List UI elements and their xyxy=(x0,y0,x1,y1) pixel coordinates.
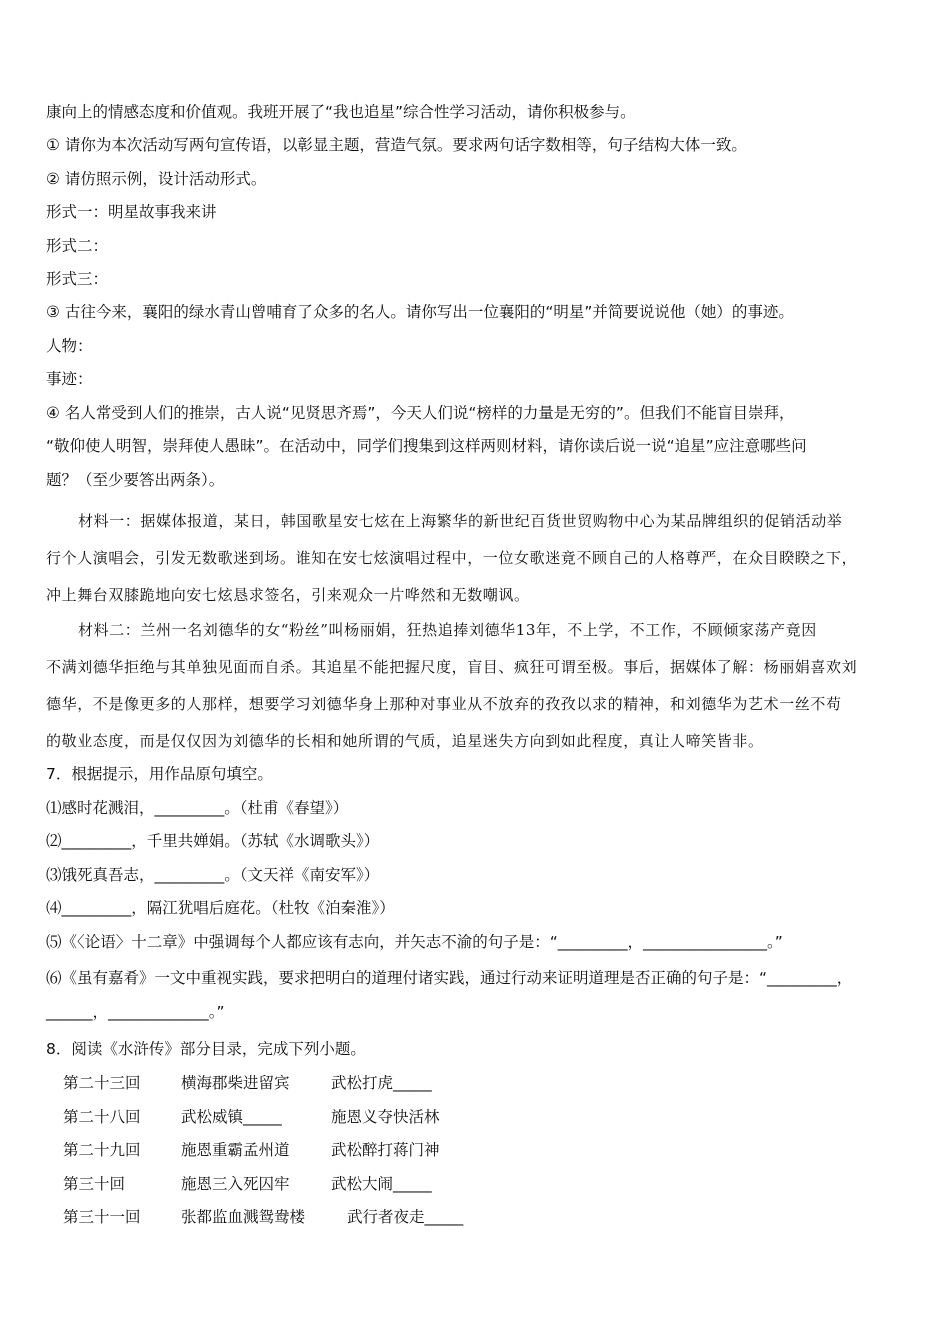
toc-title-second: 武松打虎_____ xyxy=(331,1074,432,1092)
toc-title-first: 施恩重霸孟州道 xyxy=(181,1141,290,1159)
q7-item-4: ⑷_________，隔江犹唱后庭花。（杜牧《泊秦淮》） xyxy=(46,899,395,917)
material-2-line-4: 的敬业态度，而是仅仅因为刘德华的长相和她所谓的气质，追星迷失方向到如此程度，真让人啼笑皆非。 xyxy=(46,732,764,750)
task-2: ② 请仿照示例，设计活动形式。 xyxy=(46,170,267,188)
toc-chapter-number: 第三十一回 xyxy=(63,1208,141,1226)
task-4-line-3: 题？（至少要答出两条）。 xyxy=(46,471,225,489)
task-3: ③ 古往今来，襄阳的绿水青山曾哺育了众多的名人。请你写出一位襄阳的“明星”并简要说说他（她）的事迹。 xyxy=(46,303,794,321)
q7-item-5: ⑸《〈论语〉十二章》中强调每个人都应该有志向，并矢志不渝的句子是：“_________，________________。” xyxy=(46,933,783,951)
person-label: 人物： xyxy=(46,337,93,355)
q7-item-3: ⑶饿死真吾志，_________。（文天祥《南安军》） xyxy=(46,866,380,884)
toc-title-second: 武松大闹_____ xyxy=(331,1175,432,1193)
deeds-label: 事迹： xyxy=(46,370,93,388)
task-1: ① 请你为本次活动写两句宣传语，以彰显主题，营造气氛。要求两句话字数相等，句子结构大体一致。 xyxy=(46,136,747,154)
material-1-line-2: 行个人演唱会，引发无数歌迷到场。谁知在安七炫演唱过程中，一位女歌迷竟不顾自己的人格尊严，在众目睽睽之下， xyxy=(46,549,858,567)
material-1-line-3: 冲上舞台双膝跪地向安七炫恳求签名，引来观众一片哗然和无数嘲讽。 xyxy=(46,586,530,604)
material-2-line-3: 德华，不是像更多的人那样，想要学习刘德华身上那种对事业从不放弃的孜孜以求的精神，和刘德华为艺术一丝不苟 xyxy=(46,695,842,713)
q7-item-6-line-1: ⑹《虽有嘉肴》一文中重视实践，要求把明白的道理付诸实践，通过行动来证明道理是否正确的句子是：“_________， xyxy=(46,969,853,987)
toc-chapter-number: 第二十八回 xyxy=(63,1108,141,1126)
material-1-line-1: 材料一：据媒体报道，某日，韩国歌星安七炫在上海繁华的新世纪百货世贸购物中心为某品牌组织的促销活动举 xyxy=(78,512,843,530)
question-7: 7．根据提示，用作品原句填空。 xyxy=(46,765,273,783)
form-1: 形式一：明星故事我来讲 xyxy=(46,203,217,221)
intro-line: 康向上的情感态度和价值观。我班开展了“我也追星”综合性学习活动，请你积极参与。 xyxy=(46,103,636,121)
material-2-line-1: 材料二：兰州一名刘德华的女“粉丝”叫杨丽娟，狂热追捧刘德华13年，不上学，不工作，不顾倾家荡产竟因 xyxy=(78,621,817,639)
toc-chapter-number: 第二十九回 xyxy=(63,1141,141,1159)
material-2-line-2: 不满刘德华拒绝与其单独见面而自杀。其追星不能把握尺度，盲目、疯狂可谓至极。事后，据媒体了解：杨丽娟喜欢刘 xyxy=(46,658,858,676)
q7-item-6-line-2: ______，_____________。” xyxy=(46,1003,225,1021)
question-8: 8．阅读《水浒传》部分目录，完成下列小题。 xyxy=(46,1040,366,1058)
form-2: 形式二： xyxy=(46,237,109,255)
toc-title-second: 武松醉打蒋门神 xyxy=(331,1141,440,1159)
toc-title-first: 张都监血溅鸳鸯楼 xyxy=(181,1208,306,1226)
toc-chapter-number: 第三十回 xyxy=(63,1175,126,1193)
toc-title-second: 施恩义夺快活林 xyxy=(331,1108,440,1126)
task-4-line-2: “敬仰使人明智，崇拜使人愚昧”。在活动中，同学们搜集到这样两则材料，请你读后说一说“追星”应注意哪些问 xyxy=(46,437,807,455)
toc-title-first: 横海郡柴进留宾 xyxy=(181,1074,290,1092)
form-3: 形式三： xyxy=(46,270,109,288)
q7-item-2: ⑵_________，千里共婵娟。（苏轼《水调歌头》） xyxy=(46,832,380,850)
task-4-line-1: ④ 名人常受到人们的推崇，古人说“见贤思齐焉”，今天人们说“榜样的力量是无穷的”。但我们不能盲目崇拜， xyxy=(46,404,795,422)
q7-item-1: ⑴感时花溅泪，_________。（杜甫《春望》） xyxy=(46,799,349,817)
toc-title-first: 武松威镇_____ xyxy=(181,1108,282,1126)
toc-title-first: 施恩三入死囚牢 xyxy=(181,1175,290,1193)
toc-chapter-number: 第二十三回 xyxy=(63,1074,141,1092)
toc-title-second: 武行者夜走_____ xyxy=(347,1208,464,1226)
